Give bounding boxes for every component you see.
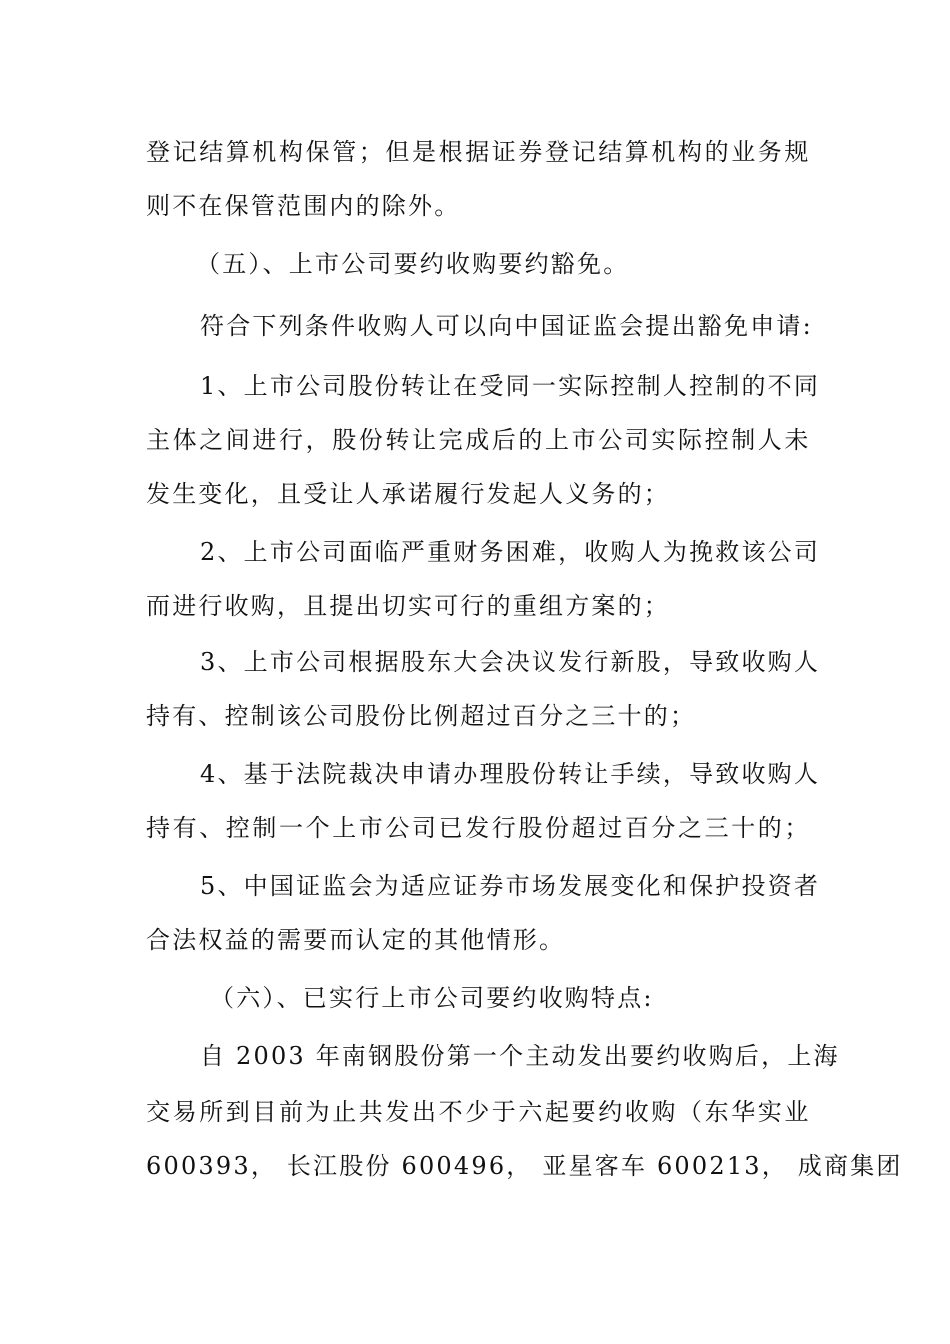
list-item: 1、上市公司股份转让在受同一实际控制人控制的不同 — [200, 372, 821, 400]
text-line: 发生变化，且受让人承诺履行发起人义务的； — [146, 480, 670, 508]
text-line: 自 2003 年南钢股份第一个主动发出要约收购后，上海 — [200, 1042, 840, 1070]
list-item: 2、上市公司面临严重财务困难，收购人为挽救该公司 — [200, 538, 821, 566]
list-item: 3、上市公司根据股东大会决议发行新股，导致收购人 — [200, 648, 821, 676]
text-line: 则不在保管范围内的除外。 — [146, 192, 461, 220]
section-heading: （五）、上市公司要约收购要约豁免。 — [196, 250, 630, 278]
list-item: 4、基于法院裁决申请办理股份转让手续，导致收购人 — [200, 760, 821, 788]
list-item: 5、中国证监会为适应证券市场发展变化和保护投资者 — [200, 872, 821, 900]
text-line: 主体之间进行，股份转让完成后的上市公司实际控制人未 — [146, 426, 811, 454]
text-line: 持有、控制一个上市公司已发行股份超过百分之三十的； — [146, 814, 811, 842]
text-line: 持有、控制该公司股份比例超过百分之三十的； — [146, 702, 697, 730]
section-heading: （六）、已实行上市公司要约收购特点: — [210, 984, 654, 1012]
text-line: 而进行收购，且提出切实可行的重组方案的； — [146, 592, 670, 620]
text-line: 登记结算机构保管；但是根据证券登记结算机构的业务规 — [146, 138, 811, 166]
text-line: 交易所到目前为止共发出不少于六起要约收购（东华实业 — [146, 1098, 811, 1126]
text-line: 符合下列条件收购人可以向中国证监会提出豁免申请: — [200, 312, 813, 340]
text-line: 600393， 长江股份 600496， 亚星客车 600213， 成商集团 — [146, 1152, 903, 1180]
text-line: 合法权益的需要而认定的其他情形。 — [146, 926, 566, 954]
